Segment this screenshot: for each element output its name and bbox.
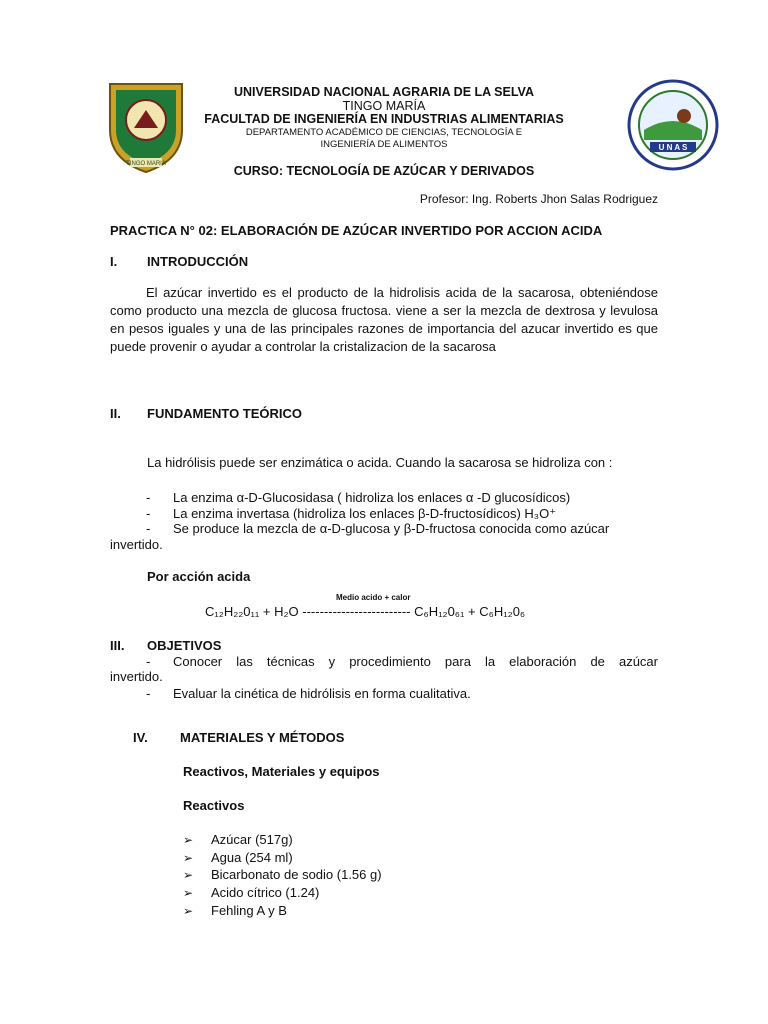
reaction-equation: C₁₂H₂₂0₁₁ + H₂O ------------------------- C₆H₁₂0₆₁ + C₆H₁₂0₆ [205,604,526,619]
list-item: ➢ Agua (254 ml) [183,850,293,865]
intro-paragraph: El azúcar invertido es el producto de la hidrolisis acida de la sacarosa, obteniéndose como producto una mezcla de glucosa fructosa. viene a ser la mezcla de dextrosa y levulosa en pesos iguales y una de las principales razones de importancia del azucar invertido es que puede provenir o ayudar a controlar la cristalizacion de la sacarosa [110,285,658,354]
city-name: TINGO MARÍA [342,99,426,113]
theory-intro: La hidrólisis puede ser enzimática o acida. Cuando la sacarosa se hidroliza con : [147,455,613,470]
list-item: ➢ Fehling A y B [183,903,287,918]
dash: - [146,506,151,521]
svg-text:U N A S: U N A S [658,143,688,152]
section-title-methods: MATERIALES Y MÉTODOS [180,730,345,745]
list-item-continuation: invertido. [110,537,163,552]
svg-text:TINGO MARIA: TINGO MARIA [126,161,166,167]
section-title-theory: FUNDAMENTO TEÓRICO [147,406,303,421]
methods-subtitle: Reactivos, Materiales y equipos [183,764,380,779]
professor-name: Profesor: Ing. Roberts Jhon Salas Rodriguez [419,192,658,206]
list-item-continuation: invertido. [110,669,163,684]
department-name [110,127,658,151]
section-title-intro: INTRODUCCIÓN [147,254,249,269]
section-number: I. [110,254,118,269]
section-number: IV. [133,730,148,745]
section-number: II. [110,406,121,421]
arrow-bullet-icon: ➢ [183,868,194,882]
dash: - [146,654,151,669]
list-item: ➢ Acido cítrico (1.24) [183,885,320,900]
reaction-condition: Medio acido + calor [336,593,411,602]
section-title-objectives: OBJETIVOS [147,638,222,653]
department-line-2: INGENIERÍA DE ALIMENTOS [320,139,448,150]
dash: - [146,521,151,536]
arrow-bullet-icon: ➢ [183,851,194,865]
department-line-1: DEPARTAMENTO ACADÉMICO DE CIENCIAS, TECNOLOGÍA E [245,127,523,138]
reagents-subtitle: Reactivos [183,798,245,813]
arrow-bullet-icon: ➢ [183,886,194,900]
acid-subtitle: Por acción acida [147,569,251,584]
list-item: ➢ Azúcar (517g) [183,832,293,847]
dash: - [146,686,151,701]
list-item: ➢ Bicarbonato de sodio (1.56 g) [183,867,382,882]
university-name: UNIVERSIDAD NACIONAL AGRARIA DE LA SELVA [233,85,534,99]
practice-title: PRACTICA N° 02: ELABORACIÓN DE AZÚCAR INVERTIDO POR ACCION ACIDA [110,223,603,238]
section-number: III. [110,638,125,653]
course-title: CURSO: TECNOLOGÍA DE AZÚCAR Y DERIVADOS [233,164,535,178]
arrow-bullet-icon: ➢ [183,833,194,847]
dash: - [146,490,151,505]
faculty-name: FACULTAD DE INGENIERÍA EN INDUSTRIAS ALIMENTARIAS [204,112,564,126]
arrow-bullet-icon: ➢ [183,904,194,918]
